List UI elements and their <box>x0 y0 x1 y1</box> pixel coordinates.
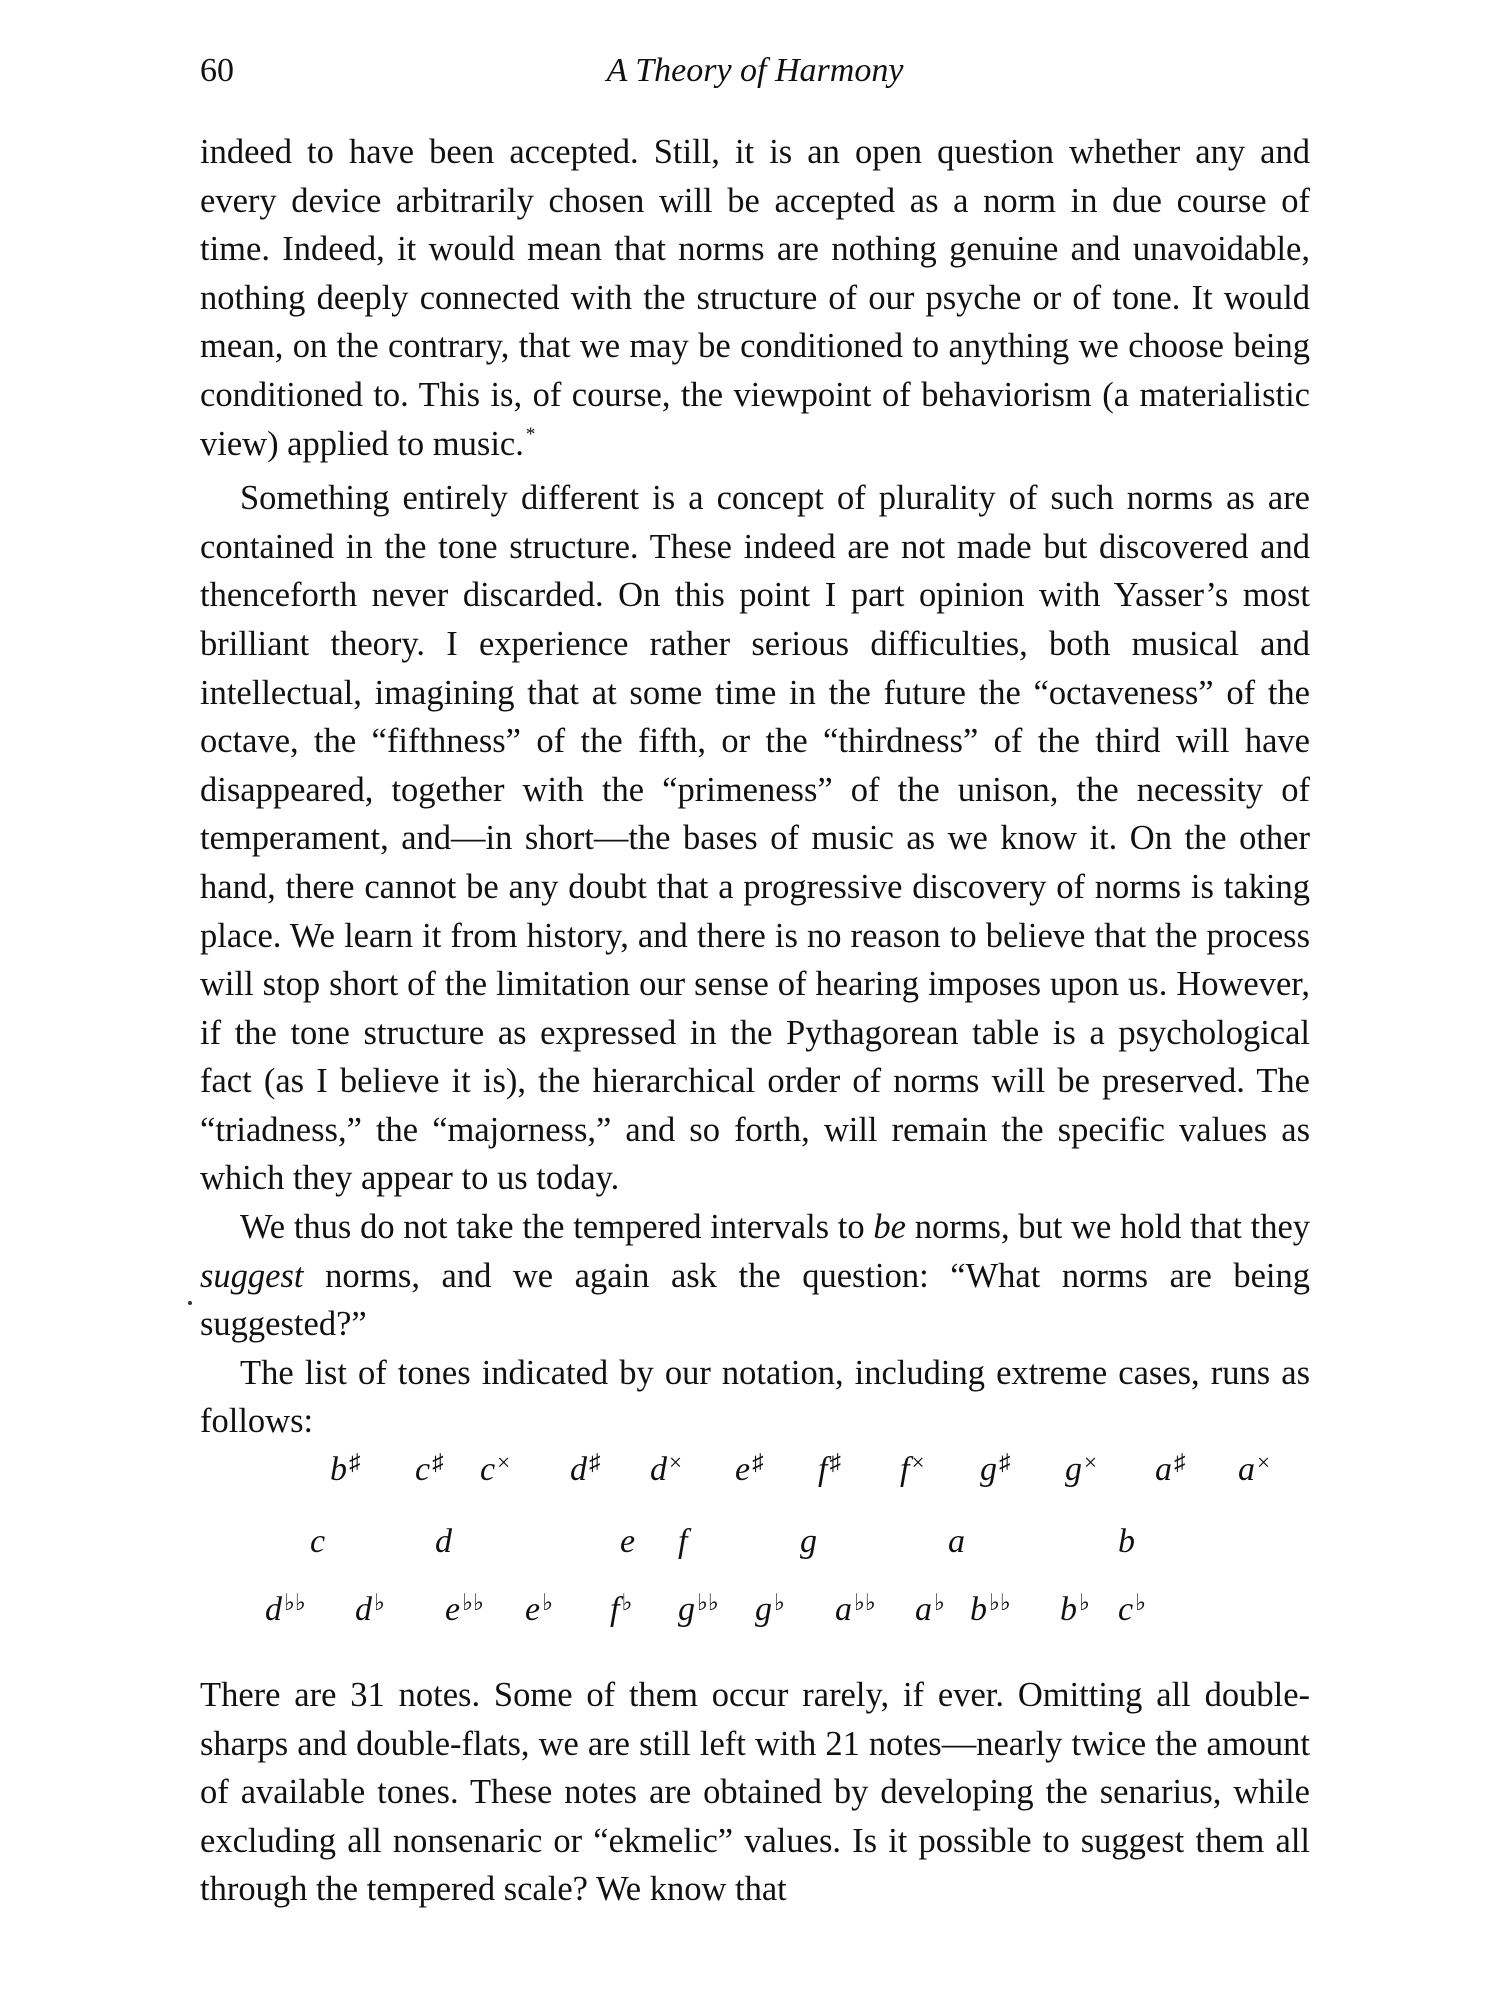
accidental: × <box>1257 1449 1271 1476</box>
note-letter: f <box>818 1451 828 1489</box>
note-letter: c <box>480 1451 496 1489</box>
accidental: ♯ <box>349 1449 361 1476</box>
note-flats-3 <box>445 1586 484 1638</box>
running-title: A Theory of Harmony <box>606 52 904 89</box>
accidental: × <box>497 1449 511 1476</box>
accidental: ♯ <box>589 1449 601 1476</box>
accidental: ♯ <box>432 1449 444 1476</box>
accidental: ♯ <box>829 1449 842 1476</box>
note-naturals-3 <box>620 1518 635 1567</box>
note-letter: g <box>678 1591 695 1629</box>
note-flats-11 <box>1060 1586 1090 1638</box>
paragraph-3-text-b: norms, but we hold that they <box>905 1208 1311 1247</box>
note-letter: a <box>835 1591 852 1629</box>
accidental: ♭♭ <box>854 1589 876 1616</box>
note-letter: d <box>265 1591 282 1629</box>
note-letter: a <box>1155 1451 1172 1489</box>
note-letter: d <box>650 1451 667 1489</box>
note-letter: e <box>445 1591 461 1629</box>
note-sharps-11 <box>1155 1446 1186 1498</box>
paragraph-3-text-c: norms, and we again ask the question: “What norms are being suggested?” <box>200 1256 1310 1344</box>
note-sharps-1 <box>330 1446 361 1498</box>
note-letter: b <box>970 1591 987 1629</box>
accidental: ♭♭ <box>462 1589 484 1616</box>
accidental: × <box>911 1449 925 1476</box>
margin-speck <box>188 1301 192 1305</box>
note-letter: d <box>435 1523 452 1561</box>
note-names-table <box>200 1446 1310 1671</box>
paragraph-1-text: indeed to have been accepted. Still, it is an open question whether any and every device arbitrarily chosen will be accepted as a norm in due course of time. Indeed, it would mean that norms are nothing genuine and unavoidable, nothing deeply connected with the structure of our psyche or of tone. It would mean, on the contrary, that we may be conditioned to anything we choose being conditioned to. This is, of course, the viewpoint of behaviorism (a materialistic view) applied to music. <box>200 133 1310 463</box>
note-sharps-3 <box>480 1446 510 1498</box>
paragraph-3-text-a: We thus do not take the tempered intervals to <box>240 1208 874 1247</box>
note-naturals-7 <box>1118 1518 1135 1567</box>
note-flats-10 <box>970 1586 1011 1638</box>
accidental: ♭ <box>621 1589 633 1616</box>
page-number: 60 <box>200 52 234 89</box>
accidental: ♭ <box>374 1589 385 1616</box>
note-sharps-4 <box>570 1446 601 1498</box>
note-letter: c <box>1118 1591 1134 1629</box>
note-letter: f <box>678 1523 688 1561</box>
note-flats-8 <box>835 1586 876 1638</box>
note-naturals-4 <box>678 1518 687 1567</box>
paragraph-4: The list of tones indicated by our notation, including extreme cases, runs as follows: <box>200 1353 1310 1441</box>
note-naturals-1 <box>310 1518 325 1567</box>
accidental: ♭ <box>774 1589 785 1616</box>
note-letter: c <box>310 1523 326 1561</box>
note-sharps-2 <box>415 1446 444 1498</box>
note-letter: g <box>980 1451 997 1489</box>
accidental: ♯ <box>1174 1449 1186 1476</box>
note-flats-12 <box>1118 1586 1146 1638</box>
note-letter: g <box>755 1591 772 1629</box>
paragraph-3 <box>200 1203 1310 1349</box>
accidental: ♯ <box>752 1449 764 1476</box>
accidental: ♭♭ <box>989 1589 1011 1616</box>
note-letter: a <box>915 1591 932 1629</box>
page-header <box>200 52 1310 102</box>
note-sharps-7 <box>818 1446 841 1498</box>
note-flats-9 <box>915 1586 945 1638</box>
note-sharps-8 <box>900 1446 925 1498</box>
accidental: ♭ <box>1079 1589 1090 1616</box>
footnote-marker: * <box>525 424 536 446</box>
note-letter: b <box>1060 1591 1077 1629</box>
note-letter: f <box>900 1451 910 1489</box>
accidental: ♭ <box>934 1589 945 1616</box>
note-naturals-2 <box>435 1518 452 1567</box>
note-letter: c <box>415 1451 431 1489</box>
note-naturals-5 <box>800 1518 817 1567</box>
note-letter: e <box>525 1591 541 1629</box>
emphasis-suggest: suggest <box>200 1256 304 1295</box>
accidental: ♭♭ <box>697 1589 719 1616</box>
note-letter: e <box>620 1523 636 1561</box>
note-naturals-6 <box>948 1518 965 1567</box>
note-sharps-6 <box>735 1446 764 1498</box>
note-sharps-5 <box>650 1446 682 1498</box>
accidental: ♭♭ <box>284 1589 306 1616</box>
note-flats-6 <box>678 1586 719 1638</box>
note-sharps-12 <box>1238 1446 1270 1498</box>
note-flats-7 <box>755 1586 785 1638</box>
note-flats-2 <box>355 1586 385 1638</box>
note-sharps-10 <box>1065 1446 1097 1498</box>
paragraph-1 <box>200 128 1310 474</box>
note-sharps-9 <box>980 1446 1011 1498</box>
note-letter: g <box>1065 1451 1082 1489</box>
accidental: × <box>1084 1449 1098 1476</box>
accidental: ♭ <box>542 1589 553 1616</box>
note-letter: b <box>330 1451 347 1489</box>
emphasis-be: be <box>873 1208 906 1247</box>
note-letter: d <box>355 1591 372 1629</box>
note-letter: d <box>570 1451 587 1489</box>
accidental: ♭ <box>1135 1589 1146 1616</box>
note-letter: f <box>610 1591 620 1629</box>
accidental: ♯ <box>999 1449 1011 1476</box>
note-letter: a <box>948 1523 965 1561</box>
paragraph-2: Something entirely different is a concept of plurality of such norms as are contained in the tone structure. These indeed are not made but discovered and thenceforth never discarded. On this point I part opinion with Yasser’s most brilliant theory. I experience rather serious difficulties, both musical and intellectual, imagining that at some time in the future the “octaveness” of the octave, the “fifthness” of the fifth, or the “thirdness” of the third will have disappeared, together with the “primeness” of the unison, the necessity of temperament, and—in short—the bases of music as we know it. On the other hand, there cannot be any doubt that a progressive discovery of norms is taking place. We learn it from history, and there is no reason to believe that the process will stop short of the limitation our sense of hearing imposes upon us. However, if the tone structure as expressed in the Pythagorean table is a psychological fact (as I believe it is), the hierarchical order of norms will be preserved. The “triadness,” the “majorness,” and so forth, will remain the specific values as which they appear to us today. <box>200 479 1310 1198</box>
accidental: × <box>669 1449 683 1476</box>
note-letter: e <box>735 1451 751 1489</box>
note-letter: a <box>1238 1451 1255 1489</box>
body-text <box>200 128 1310 1914</box>
note-flats-5 <box>610 1586 632 1638</box>
note-flats-1 <box>265 1586 306 1638</box>
note-flats-4 <box>525 1586 553 1638</box>
paragraph-5: There are 31 notes. Some of them occur rarely, if ever. Omitting all double-sharps and double-flats, we are still left with 21 notes—nearly twice the amount of available tones. These notes are obtained by developing the senarius, while excluding all nonsenaric or “ekmelic” values. Is it possible to suggest them all through the tempered scale? We know that <box>200 1676 1310 1909</box>
note-letter: g <box>800 1523 817 1561</box>
note-letter: b <box>1118 1523 1135 1561</box>
